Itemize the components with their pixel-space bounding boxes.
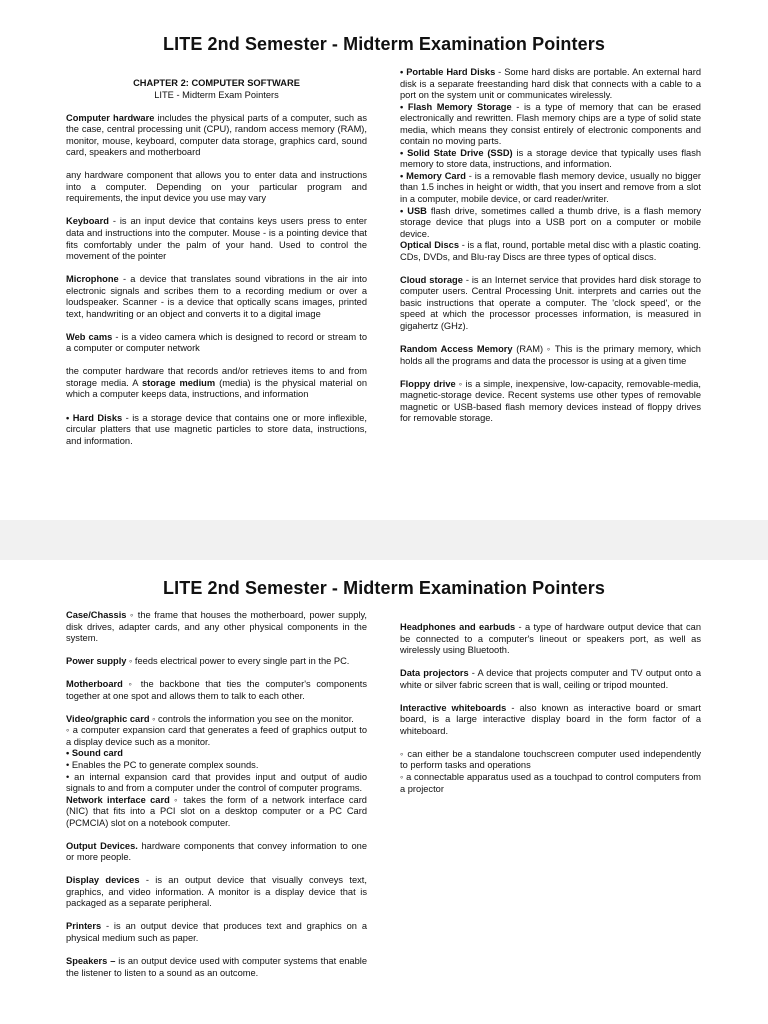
definition-text: - is a removable flash memory device, usually no bigger than 1.5 inches in height or width, that you insert and remove from a slot in a computer, mobile device, or card reader/writer. <box>400 170 701 205</box>
right-paragraphs <box>400 622 701 795</box>
definition-text: ◦ the frame that houses the motherboard, power supply, disk drives, adapter cards, and any other physical components in the system. <box>66 610 367 644</box>
paragraph <box>66 841 367 864</box>
page-title: LITE 2nd Semester - Midterm Examination Pointers <box>163 34 605 54</box>
paragraph <box>66 656 367 668</box>
paragraph <box>66 332 367 355</box>
term: • Hard Disks <box>66 412 123 423</box>
paragraph <box>400 275 701 333</box>
left-paragraphs <box>66 610 367 979</box>
right-column <box>400 622 701 795</box>
paragraph <box>400 148 701 171</box>
term: Data projectors <box>400 668 469 679</box>
paragraph <box>66 921 367 944</box>
page-title: LITE 2nd Semester - Midterm Examination Pointers <box>163 578 605 598</box>
definition-text: is a storage device that typically uses flash memory to store data, instructions, and information. <box>400 147 702 170</box>
paragraph <box>400 102 701 148</box>
term: • Portable Hard Disks <box>400 67 496 77</box>
paragraph <box>66 760 367 772</box>
term: Interactive whiteboards <box>400 702 507 713</box>
left-column <box>66 610 367 991</box>
term: Video/graphic card <box>66 713 150 724</box>
definition-text: ◦ takes the form of a network interface card (NIC) that fits into a PCI slot on a desktop computer or a PC Card (PCMCIA) slot on a notebook computer. <box>66 794 367 828</box>
definition-text: • an internal expansion card that provides input and output of audio signals to and from a computer under the control of computer programs. <box>66 771 367 794</box>
definition-text: - is an output device that visually conveys text, graphics, and video information. A monitor is a display device that is packaged as a separate peripheral. <box>66 875 367 909</box>
term: storage medium <box>141 377 216 388</box>
definition-text: (RAM) ◦ This is the primary memory, which holds all the programs and data the processor is using at a given time <box>400 344 701 366</box>
definition-text: includes the physical parts of a computer, such as the case, central processing unit (CPU), random access memory (RAM), monitor, mouse, keyboard, computer data storage, graphics card, sound card, speakers and motherboard <box>66 112 367 158</box>
definition-text: - is a flat, round, portable metal disc with a plastic coating. CDs, DVDs, and Blu-ray Discs are three types of optical discs. <box>400 240 702 262</box>
term: Speakers – <box>66 956 116 967</box>
left-paragraphs <box>66 113 367 448</box>
term: • Sound card <box>66 748 123 759</box>
paragraph <box>66 610 367 645</box>
definition-text: - is an Internet service that provides hard disk storage to computer users. Central Processing Unit. interprets and carries out the basic instructions that operate a computer. The 'clock speed', or the speed at which the processor processes information, is measured in gigahertz (GHz). <box>400 274 702 331</box>
paragraph <box>66 875 367 910</box>
page-separator <box>0 520 768 560</box>
paragraph <box>66 274 367 320</box>
paragraph <box>66 366 367 401</box>
paragraph <box>400 171 701 206</box>
definition-text: is an output device used with computer systems that enable the listener to listen to a sound as an outcome. <box>66 956 367 978</box>
term: Cloud storage <box>400 274 463 285</box>
right-column <box>400 67 701 436</box>
paragraph <box>66 956 367 979</box>
term: • USB <box>400 205 427 216</box>
paragraph <box>66 216 367 262</box>
term: • Memory Card <box>400 170 466 181</box>
paragraph <box>400 240 701 263</box>
document-page-2 <box>0 560 768 1024</box>
chapter-subtitle: LITE - Midterm Exam Pointers <box>154 89 279 100</box>
paragraph <box>66 725 367 748</box>
paragraph <box>400 206 701 241</box>
term: Floppy drive <box>400 378 456 389</box>
definition-text: - A device that projects computer and TV output onto a white or silver fabric screen that is wall, ceiling or tripod mounted. <box>400 668 701 690</box>
definition-text: - is a video camera which is designed to record or stream to a computer or computer network <box>66 331 367 354</box>
term: Web cams <box>66 331 113 342</box>
term: Optical Discs <box>400 240 460 251</box>
paragraph <box>66 170 367 205</box>
paragraph <box>66 748 367 760</box>
definition-text: any hardware component that allows you to enter data and instructions into a computer. Depending on your particular program and requirements, the input device you use may vary <box>66 170 367 204</box>
definition-text: - a type of hardware output device that can be connected to a computer's lineout or speakers port, as well as wirelessly using Bluetooth. <box>400 622 701 656</box>
definition-text: ◦ can either be a standalone touchscreen computer used independently to perform tasks and operations <box>400 748 701 771</box>
paragraph <box>400 622 701 657</box>
paragraph <box>400 772 701 795</box>
definition-text: ◦ feeds electrical power to every single part in the PC. <box>126 656 350 667</box>
left-column <box>66 78 367 459</box>
term: Keyboard <box>66 216 109 227</box>
definition-text: - is an input device that contains keys users press to enter data and instructions into the computer. Mouse - is a pointing device that fits comfortably under the palm of your hand. Used to control the movement of the pointer <box>66 216 367 262</box>
term: Headphones and earbuds <box>400 622 516 632</box>
paragraph-text: the computer hardware that records and/or retrieves items to and from storage media. A <box>66 366 367 388</box>
term: Display devices <box>66 875 140 886</box>
paragraph <box>400 67 701 102</box>
paragraph <box>400 749 701 772</box>
definition-text: - is a storage device that contains one or more inflexible, circular platters that use magnetic particles to store data, instructions, and information. <box>66 412 367 446</box>
right-paragraphs <box>400 67 701 425</box>
chapter-title: CHAPTER 2: COMPUTER SOFTWARE <box>133 78 300 88</box>
term: Case/Chassis <box>66 610 127 620</box>
definition-text: • Enables the PC to generate complex sounds. <box>66 759 259 770</box>
term: Motherboard <box>66 679 123 690</box>
term: Random Access Memory <box>400 344 513 355</box>
term: Printers <box>66 921 102 932</box>
definition-text: ◦ a computer expansion card that generates a feed of graphics output to a display device such as a monitor. <box>66 725 367 747</box>
paragraph <box>400 703 701 738</box>
paragraph <box>66 714 367 726</box>
paragraph <box>66 795 367 830</box>
definition-text: - a device that translates sound vibrations in the air into electronic signals and scribes them to a recording medium or over a loudspeaker. Scanner - is a device that optically scans images, printed text, handwriting or an object and converts it to a digital image <box>66 274 367 319</box>
paragraph <box>66 113 367 159</box>
paragraph <box>400 379 701 425</box>
paragraph <box>66 413 367 448</box>
chapter-heading <box>66 78 367 101</box>
term: Power supply <box>66 656 127 667</box>
paragraph <box>66 679 367 702</box>
definition-text: hardware components that convey information to one or more people. <box>66 840 367 863</box>
term: • Flash Memory Storage <box>400 101 512 112</box>
definition-text: (media) is the physical material on which a computer keeps data, instructions, and information <box>66 377 367 400</box>
definition-text: - also known as interactive board or smart board, is a large interactive display board in the form factor of a whiteboard. <box>400 702 701 736</box>
paragraph <box>400 668 701 691</box>
term: Output Devices. <box>66 840 138 851</box>
definition-text: flash drive, sometimes called a thumb drive, is a flash memory storage device that plugs into a USB port on a computer or mobile device. <box>400 205 701 239</box>
definition-text: ◦ controls the information you see on the monitor. <box>149 713 354 724</box>
definition-text: ◦ is a simple, inexpensive, low-capacity, removable-media, magnetic-storage device. Recent systems use other types of removable magnetic or USB-based flash memory devices instead of floppy drives for removable storage. <box>400 378 702 424</box>
term: • Solid State Drive (SSD) <box>400 147 513 158</box>
term: Network interface card <box>66 794 170 805</box>
definition-text: - is a type of memory that can be erased electronically and rewritten. Flash memory chips are a type of solid state media, which means they consist entirely of electronic components and contain no moving parts. <box>400 101 701 147</box>
definition-text: ◦ the backbone that ties the computer's components together at one spot and allows them to talk to each other. <box>66 679 367 701</box>
definition-text: - is an output device that produces text and graphics on a physical medium such as paper. <box>66 921 367 944</box>
definition-text: - Some hard disks are portable. An external hard disk is a separate freestanding hard disk that connects with a cable to a port on the system unit or communicates wirelessly. <box>400 67 701 101</box>
paragraph <box>400 344 701 367</box>
paragraph <box>66 772 367 795</box>
definition-text: ◦ a connectable apparatus used as a touchpad to control computers from a projector <box>400 771 701 794</box>
term: Computer hardware <box>66 112 155 123</box>
term: Microphone <box>66 274 119 285</box>
